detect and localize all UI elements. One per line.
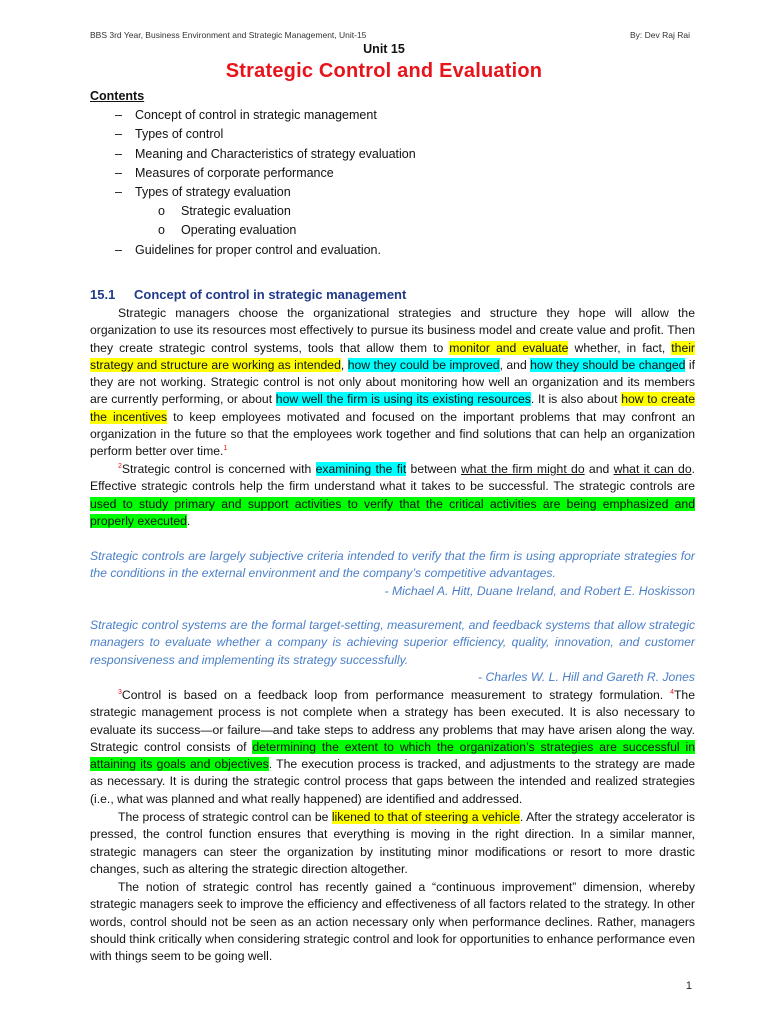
- page-title: Strategic Control and Evaluation: [225, 60, 543, 82]
- contents-subitem: o Strategic evaluation: [90, 202, 690, 221]
- highlight: how they should be changed: [530, 357, 686, 372]
- quote-text: Strategic controls are largely subjective criteria intended to verify that the firm is using appropriate strategies for the conditions in the external environment and the company’s competitive advantages.: [90, 549, 695, 581]
- quote-attribution: - Charles W. L. Hill and Gareth R. Jones: [478, 669, 695, 684]
- quote-attribution: - Michael A. Hitt, Duane Ireland, and Robert E. Hoskisson: [384, 583, 695, 598]
- dash-bullet: –: [115, 165, 122, 180]
- footnote-ref: 2: [118, 462, 122, 470]
- contents-list: [90, 87, 690, 260]
- circle-bullet: o: [158, 223, 165, 238]
- underlined-text: what it can do: [613, 462, 692, 476]
- highlight: examining the fit: [315, 462, 407, 476]
- highlight: monitor and evaluate: [449, 340, 569, 355]
- contents-subitem: o Operating evaluation: [90, 221, 690, 240]
- dash-bullet: –: [115, 108, 122, 123]
- highlight: determining the extent to which the organization’s strategies are successful in attaining its goals and objectives: [90, 739, 695, 772]
- contents-item: – Measures of corporate performance: [90, 164, 690, 183]
- paragraph-1: Strategic managers choose the organizational strategies and structure they hope will allow the organization to use its resources most effectively to pursue its business model and create value and profit. Then they create strategic control systems, tools that allow them to monitor and evaluate whether, in fact, their strategy and structure are working as intended, how they could be improved, and how they should be changed if they are not working. Strategic control is not only about monitoring how well an organization and its members are currently performing, or about how well the firm is using its existing resources. It is also about how to create the incentives to keep employees motivated and focused on the important problems that may confront an organization in the future so that the employees work together and find solutions that can help an organization perform better over time.$^1$: [90, 306, 695, 459]
- quote-1: [90, 548, 695, 600]
- highlight: how well the firm is using its existing resources: [275, 392, 531, 407]
- section-title: Concept of control in strategic management: [134, 287, 407, 302]
- highlight: used to study primary and support activities to verify that the critical activities are being emphasized and properly executed: [90, 496, 695, 528]
- contents-item: – Meaning and Characteristics of strategy evaluation: [90, 145, 690, 164]
- quote-text: Strategic control systems are the formal target-setting, measurement, and feedback systems that allow strategic managers to evaluate whether a company is achieving superior efficiency, quality, innovation, and customer responsiveness and implementing its strategy successfully.: [90, 618, 695, 667]
- footnote-ref: 3: [118, 688, 122, 696]
- underlined-text: what the firm might do: [460, 462, 585, 476]
- section-heading: [90, 287, 406, 302]
- header-right: By: Dev Raj Rai: [630, 30, 690, 40]
- quote-2: [90, 617, 695, 686]
- dash-bullet: –: [115, 185, 122, 200]
- paragraph-4: The process of strategic control can be likened to that of steering a vehicle. After the strategy accelerator is pressed, the control function ensures that everything is moving in the right direction. In a similar manner, strategic managers can steer the organization by instituting minor modifications or resort to more drastic changes, such as altering the strategic direction altogether.: [90, 810, 695, 876]
- footnote-ref: 1: [223, 445, 228, 453]
- contents-item: – Concept of control in strategic management: [90, 106, 690, 125]
- dash-bullet: –: [115, 146, 122, 161]
- highlight: their strategy and structure are working as intended: [90, 340, 695, 372]
- paragraph-3: $^3$Control is based on a feedback loop from performance measurement to strategy formulation. $^4$The strategic management process is not complete when a strategy has been executed. It is also necessary to evaluate its success—or failure—and take steps to address any problems that may have arisen along the way. Strategic control consists of determining the extent to which the organization’s strategies are successful in attaining its goals and objectives. The execution process is tracked, and adjustments to the strategy are made as necessary. It is during the strategic control process that gaps between the intended and realized strategies (i.e., what was planned and what really happened) are identified and addressed.: [90, 688, 696, 806]
- paragraph-2: $^2$Strategic control is concerned with examining the fit between what the firm might do and what it can do. Effective strategic controls help the firm understand what it takes to be successful. The strategic controls are used to study primary and support activities to verify that the critical activities are being emphasized and properly executed.: [90, 462, 695, 528]
- header-left: BBS 3rd Year, Business Environment and Strategic Management, Unit-15: [90, 30, 367, 40]
- footnote-ref: 4: [670, 688, 674, 696]
- contents-heading: Contents: [90, 89, 145, 103]
- circle-bullet: o: [158, 204, 165, 219]
- dash-bullet: –: [115, 242, 122, 257]
- highlight: how to create the incentives: [90, 392, 695, 424]
- contents-item: – Guidelines for proper control and evaluation.: [90, 241, 690, 260]
- paragraph-5: The notion of strategic control has recently gained a “continuous improvement” dimension, whereby strategic managers seek to improve the efficiency and effectiveness of all factors related to the strategy. In other words, control should not be seen as an action necessary only when performance declines. Rather, managers should think critically when considering strategic control and look for opportunities to enhance performance even with things seem to be going well.: [90, 880, 695, 964]
- highlight: how they could be improved: [347, 357, 500, 372]
- contents-item: – Types of strategy evaluation: [90, 183, 690, 202]
- highlight: likened to that of steering a vehicle: [331, 810, 520, 824]
- dash-bullet: –: [115, 127, 122, 142]
- page-number: 1: [685, 980, 692, 992]
- contents-item: – Types of control: [90, 125, 690, 144]
- section-number: 15.1: [90, 287, 116, 302]
- unit-label: Unit 15: [363, 42, 405, 56]
